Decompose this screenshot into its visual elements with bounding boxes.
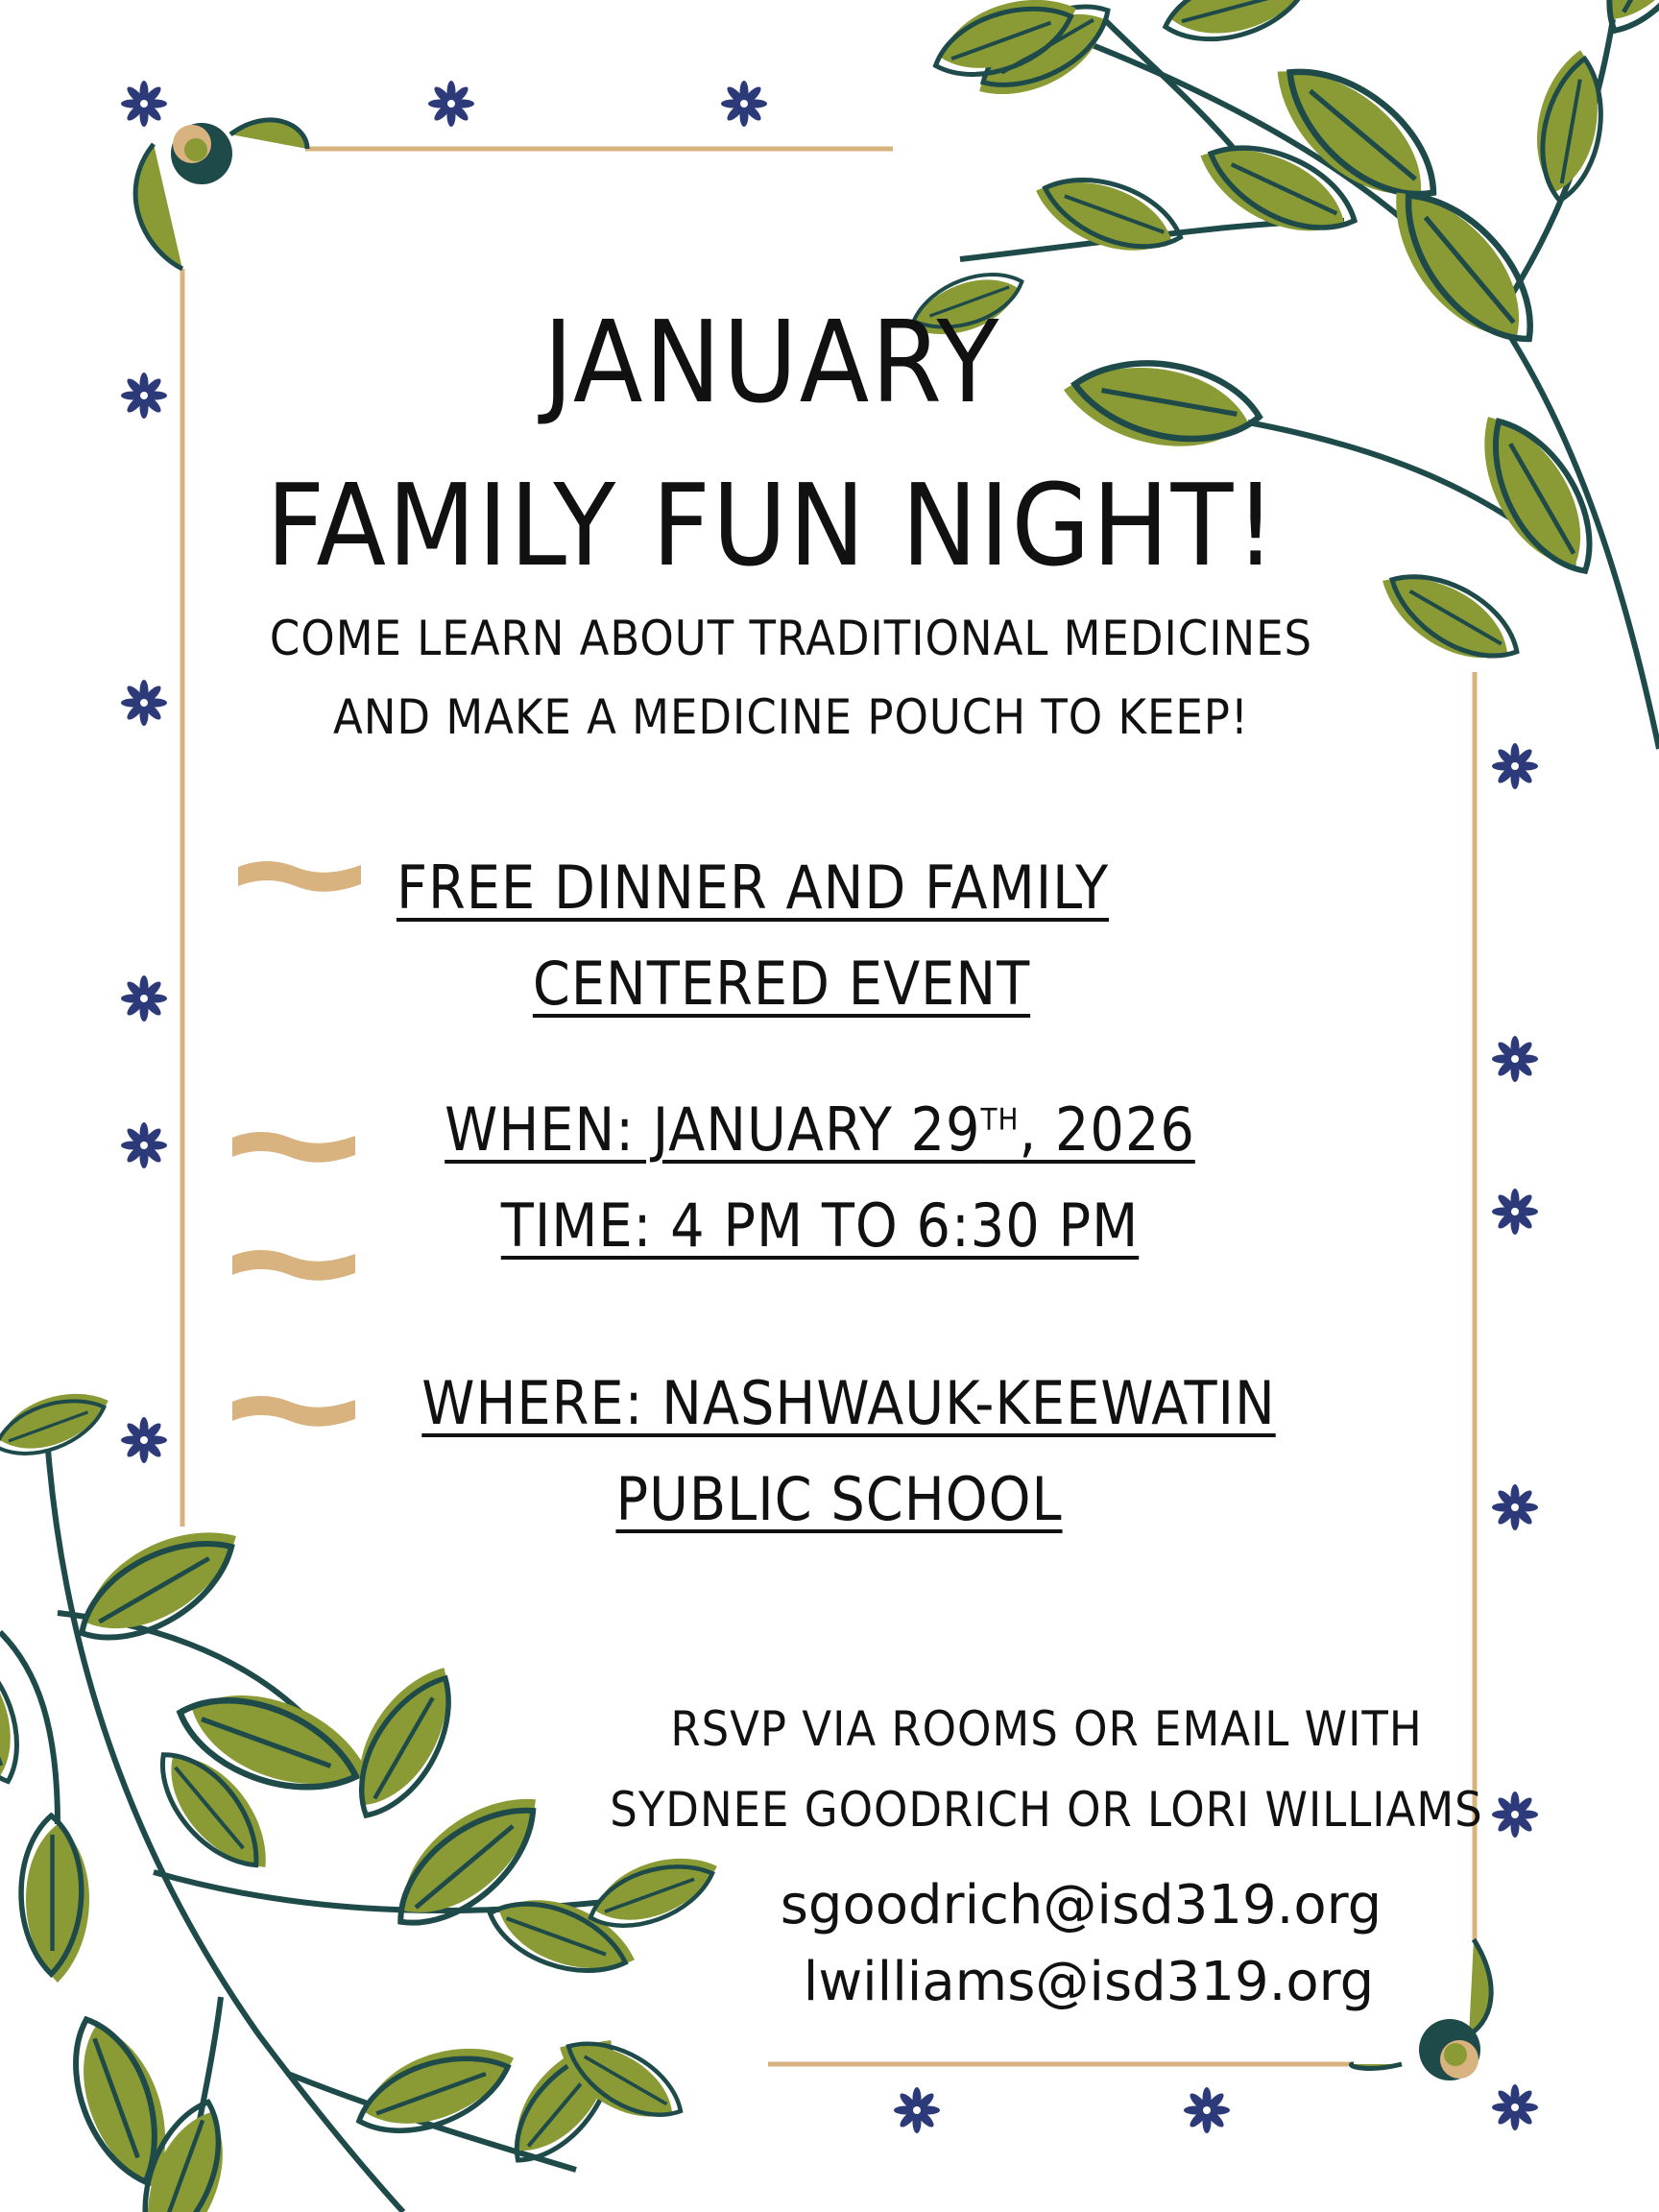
bud-icon bbox=[135, 120, 307, 269]
title-line-2: FAMILY FUN NIGHT! bbox=[266, 459, 1278, 591]
subtitle-line-1: COME LEARN ABOUT TRADITIONAL MEDICINES bbox=[269, 611, 1313, 666]
title-line-1: JANUARY bbox=[542, 296, 1001, 428]
subtitle-line-2: AND MAKE A MEDICINE POUCH TO KEEP! bbox=[333, 689, 1249, 745]
email-lwilliams[interactable]: lwilliams@isd319.org bbox=[803, 1951, 1375, 2013]
event-line-2: CENTERED EVENT bbox=[532, 949, 1031, 1019]
when-suffix: TH bbox=[980, 1102, 1020, 1138]
when-date: WHEN: JANUARY 29 bbox=[445, 1094, 981, 1165]
when-year: , 2026 bbox=[1019, 1094, 1195, 1165]
when-line bbox=[0, 1094, 1649, 1165]
rsvp-line-1: RSVP VIA ROOMS OR EMAIL WITH bbox=[670, 1701, 1423, 1757]
where-line-2: PUBLIC SCHOOL bbox=[615, 1464, 1063, 1534]
where-line-1: WHERE: NASHWAUK-KEEWATIN bbox=[421, 1368, 1276, 1438]
email-sgoodrich[interactable]: sgoodrich@isd319.org bbox=[780, 1874, 1382, 1936]
time-line: TIME: 4 PM TO 6:30 PM bbox=[500, 1190, 1140, 1261]
event-line-1: FREE DINNER AND FAMILY bbox=[396, 853, 1110, 923]
rsvp-line-2: SYDNEE GOODRICH OR LORI WILLIAMS bbox=[610, 1782, 1483, 1838]
